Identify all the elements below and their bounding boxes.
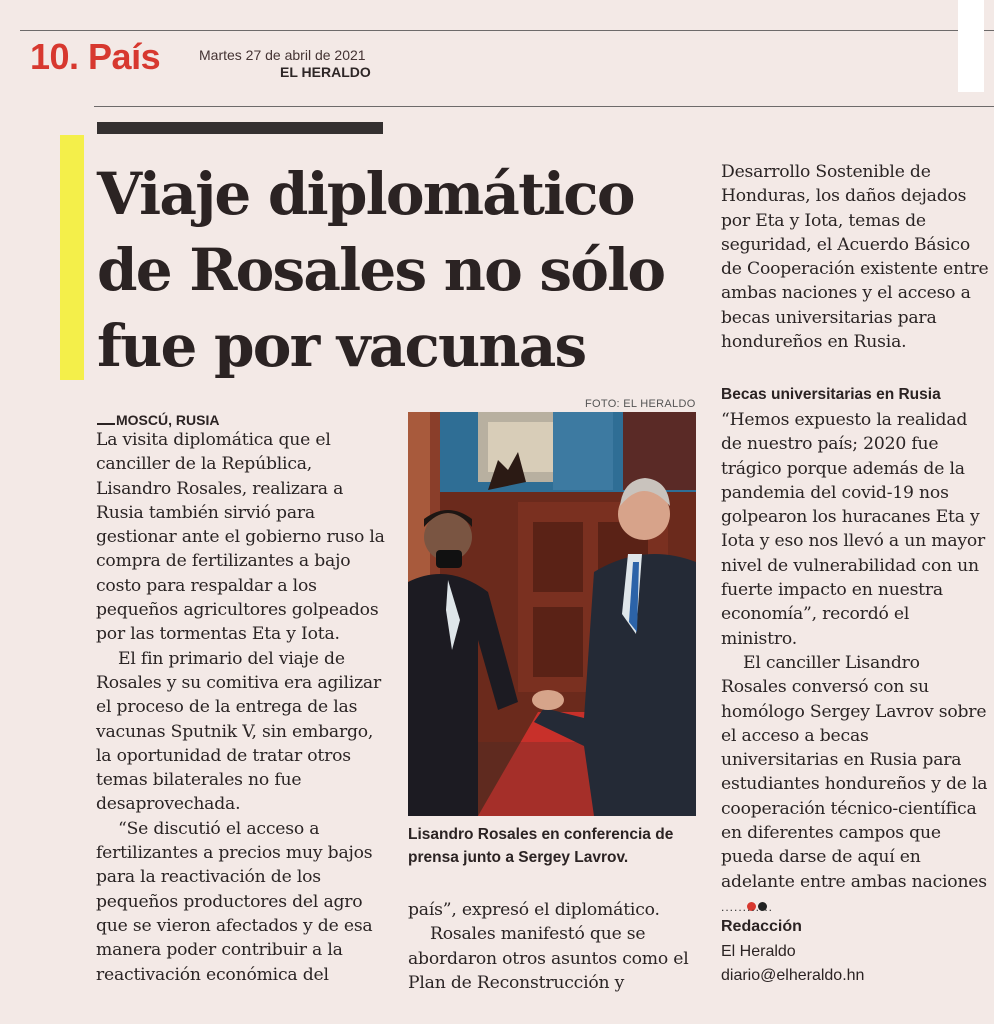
paragraph: La visita diplomática que el canciller de la República, Lisandro Rosales, realizara a Rusia también sirvió para gestionar ante el gobierno ruso la compra de fertilizantes a bajo costo para respaldar a los pequeños agricultores golpeados por las tormentas Eta y Iota. <box>96 430 385 645</box>
paragraph-text: El canciller Lisandro Rosales conversó con su homólogo Sergey Lavrov sobre el acceso a becas universitarias en Rusia para estudiantes hondureños y de la cooperación técnico-científica en diferentes campos que pueda darse de aquí en adelante entre ambas naciones <box>721 652 988 892</box>
paragraph <box>721 651 989 919</box>
paragraph: “Hemos expuesto la realidad de nuestro país; 2020 fue trágico porque además de la pandemia del covid-19 nos golpearon los huracanes Eta y Iota y eso nos llevó a un mayor nivel de vulnerabilidad con un fuerte impacto en nuestra economía”, recordó el ministro. <box>721 410 986 649</box>
byline-email: diario@elheraldo.hn <box>721 967 865 984</box>
subheading: Becas universitarias en Rusia <box>721 386 941 403</box>
header-bottom-rule <box>94 106 994 107</box>
paper-name: EL HERALDO <box>280 64 371 80</box>
dateline-rule <box>97 423 115 425</box>
photo-illustration <box>408 412 696 816</box>
article-column-3 <box>721 160 989 354</box>
issue-date: Martes 27 de abril de 2021 <box>199 47 366 63</box>
page-edge-strip <box>958 0 984 92</box>
article-column-2 <box>408 898 698 995</box>
article-column-1 <box>96 428 388 987</box>
photo-credit: FOTO: EL HERALDO <box>585 398 696 410</box>
byline-title: Redacción <box>721 918 802 935</box>
byline-organization: El Heraldo <box>721 943 796 960</box>
paragraph: “Se discutió el acceso a fertilizantes a precios muy bajos para la reactivación de los pequeños productores del agro que se vieron afectados y de esa manera poder contribuir a la reactivación económica del <box>96 818 373 985</box>
dateline <box>116 412 219 428</box>
header-top-rule <box>20 30 994 31</box>
headline: Viaje diplomático de Rosales no sólo fue por vacunas <box>97 160 665 380</box>
highlighter-mark <box>60 135 84 380</box>
article-column-3-continued <box>721 408 989 919</box>
photo-caption: Lisandro Rosales en conferencia de prensa junto a Sergey Lavrov. <box>408 826 674 866</box>
paragraph: país”, expresó el diplomático. <box>408 900 660 920</box>
paragraph: Rosales manifestó que se abordaron otros asuntos como el Plan de Reconstrucción y <box>408 924 689 993</box>
article-photo <box>408 412 696 816</box>
headline-bar <box>97 122 383 134</box>
byline-separator: ............ <box>721 900 774 914</box>
paragraph: Desarrollo Sostenible de Honduras, los daños dejados por Eta y Iota, temas de seguridad, el Acuerdo Básico de Cooperación existente entre ambas naciones y el acceso a becas universitarias para hondureños en Rusia. <box>721 162 989 353</box>
dateline-text: MOSCÚ, RUSIA <box>116 412 220 428</box>
section-label: 10. País <box>30 36 161 77</box>
paragraph: El fin primario del viaje de Rosales y su comitiva era agilizar el proceso de la entrega de las vacunas Sputnik V, sin embargo, la oportunidad de tratar otros temas bilaterales no fue desaprovechada. <box>96 648 381 815</box>
